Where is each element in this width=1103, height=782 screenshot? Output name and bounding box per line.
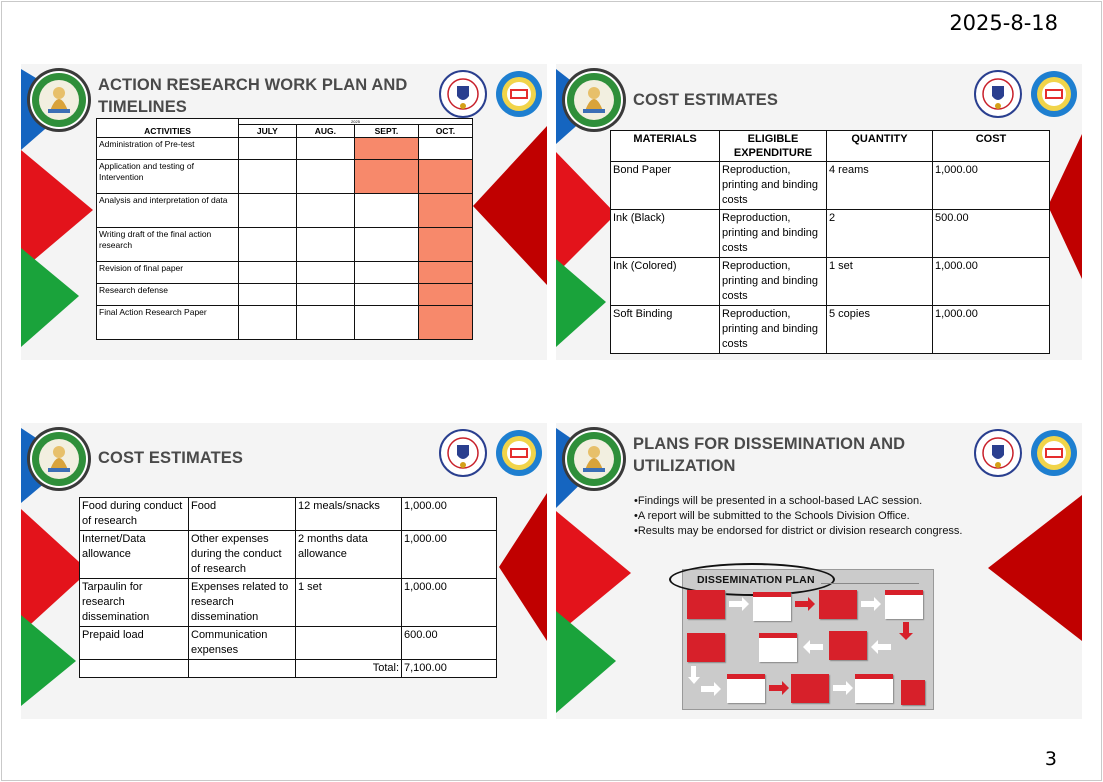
timeline-cell — [239, 138, 297, 160]
flow-card — [687, 590, 725, 619]
timeline-cell — [355, 262, 419, 284]
activity-cell: Final Action Research Paper — [97, 306, 239, 340]
slide-title: ACTION RESEARCH WORK PLAN AND TIMELINES — [98, 76, 408, 116]
table-cell — [296, 627, 402, 660]
table-row — [611, 162, 1050, 210]
agency-logos-icon — [439, 70, 543, 118]
table-cell: 2 months data allowance — [296, 531, 402, 579]
flow-card — [885, 590, 923, 619]
timeline-cell — [239, 262, 297, 284]
timeline-cell — [355, 306, 419, 340]
table-cell: Bond Paper — [611, 162, 720, 210]
column-header: MATERIALS — [611, 131, 720, 162]
table-row — [80, 579, 497, 627]
table-cell: 1,000.00 — [933, 162, 1050, 210]
flow-card — [855, 674, 893, 703]
bullet-item: •Results may be endorsed for district or division research congress. — [634, 525, 963, 537]
timeline-cell — [296, 262, 354, 284]
timeline-cell — [296, 138, 354, 160]
timeline-cell — [296, 228, 354, 262]
cost-table-materials — [610, 130, 1050, 354]
total-value: 7,100.00 — [402, 660, 497, 678]
activity-cell: Administration of Pre-test — [97, 138, 239, 160]
bullet-list — [634, 494, 963, 539]
table-cell: Tarpaulin for research dissemination — [80, 579, 189, 627]
timeline-cell — [239, 228, 297, 262]
table-cell: Other expenses during the conduct of research — [189, 531, 296, 579]
agency-logos-icon — [439, 429, 543, 477]
cost-table-other — [79, 497, 497, 678]
activity-cell: Revision of final paper — [97, 262, 239, 284]
timeline-cell — [355, 284, 419, 306]
timeline-cell — [239, 284, 297, 306]
dissemination-plan-diagram — [682, 569, 934, 710]
table-row — [611, 210, 1050, 258]
month-header: AUG. — [296, 125, 354, 138]
table-cell: 1 set — [296, 579, 402, 627]
table-cell: 1,000.00 — [933, 306, 1050, 354]
flow-arrow-icon — [877, 644, 891, 650]
table-cell: Communication expenses — [189, 627, 296, 660]
dissemination-plan-title: DISSEMINATION PLAN — [697, 574, 815, 586]
timeline-cell-filled — [418, 160, 472, 194]
table-cell: 5 copies — [827, 306, 933, 354]
activity-cell: Application and testing of Intervention — [97, 160, 239, 194]
table-cell: 500.00 — [933, 210, 1050, 258]
month-header: JULY — [239, 125, 297, 138]
activity-cell: Writing draft of the final action research — [97, 228, 239, 262]
bullet-item: •Findings will be presented in a school-based LAC session. — [634, 495, 923, 507]
slide-title: PLANS FOR DISSEMINATION AND UTILIZATION — [633, 435, 906, 475]
timeline-cell-filled — [355, 138, 419, 160]
timeline-cell-filled — [418, 194, 472, 228]
table-cell: Prepaid load — [80, 627, 189, 660]
slide-title: COST ESTIMATES — [98, 449, 244, 467]
table-cell: 1,000.00 — [402, 498, 497, 531]
table-cell: Ink (Colored) — [611, 258, 720, 306]
table-cell: Reproduction, printing and binding costs — [720, 258, 827, 306]
timeline-cell — [355, 194, 419, 228]
deped-seal-icon — [561, 67, 627, 133]
table-cell: 1 set — [827, 258, 933, 306]
timeline-cell-filled — [418, 284, 472, 306]
table-cell: 1,000.00 — [933, 258, 1050, 306]
agency-logos-icon — [974, 70, 1078, 118]
flow-arrow-icon — [861, 601, 875, 607]
work-plan-table — [96, 118, 473, 340]
timeline-cell — [296, 160, 354, 194]
slide-work-plan — [21, 64, 547, 360]
flow-card — [753, 592, 791, 621]
page-date: 2025-8-18 — [949, 11, 1058, 35]
deped-seal-icon — [561, 426, 627, 492]
table-row — [97, 306, 473, 340]
table-cell: Food — [189, 498, 296, 531]
column-header: ELIGIBLE EXPENDITURE — [720, 131, 827, 162]
table-row — [611, 258, 1050, 306]
timeline-cell-filled — [418, 228, 472, 262]
flow-arrow-icon — [701, 686, 715, 692]
timeline-cell — [418, 138, 472, 160]
table-row — [97, 284, 473, 306]
table-cell: Reproduction, printing and binding costs — [720, 162, 827, 210]
flow-card — [901, 680, 925, 705]
page-number: 3 — [1044, 748, 1057, 770]
slide-cost-estimates-1 — [556, 64, 1082, 360]
table-row — [97, 228, 473, 262]
flow-arrow-icon — [795, 601, 809, 607]
deped-seal-icon — [26, 426, 92, 492]
bullet-item: •A report will be submitted to the Schools Division Office. — [634, 510, 910, 522]
timeline-cell-filled — [418, 306, 472, 340]
timeline-cell — [355, 228, 419, 262]
month-header: OCT. — [418, 125, 472, 138]
table-cell: Internet/Data allowance — [80, 531, 189, 579]
flow-arrow-down-icon — [903, 622, 909, 634]
flow-card — [687, 633, 725, 662]
timeline-cell — [296, 306, 354, 340]
flow-card — [727, 674, 765, 703]
timeline-cell-filled — [418, 262, 472, 284]
table-cell: Ink (Black) — [611, 210, 720, 258]
activity-cell: Research defense — [97, 284, 239, 306]
timeline-cell — [296, 284, 354, 306]
table-row — [97, 160, 473, 194]
flow-arrow-icon — [729, 601, 743, 607]
table-cell: Food during conduct of research — [80, 498, 189, 531]
deped-seal-icon — [26, 67, 92, 133]
flow-arrow-icon — [809, 644, 823, 650]
table-cell: Soft Binding — [611, 306, 720, 354]
year-header: 2025 — [239, 119, 473, 125]
table-row — [80, 498, 497, 531]
column-header: COST — [933, 131, 1050, 162]
table-row — [97, 262, 473, 284]
slide-cost-estimates-2 — [21, 423, 547, 719]
month-header: SEPT. — [355, 125, 419, 138]
flow-card — [819, 590, 857, 619]
slide-title: COST ESTIMATES — [633, 91, 779, 109]
table-cell: 4 reams — [827, 162, 933, 210]
timeline-cell — [239, 160, 297, 194]
table-row — [97, 138, 473, 160]
flow-card — [791, 674, 829, 703]
table-row — [611, 306, 1050, 354]
timeline-cell — [239, 306, 297, 340]
timeline-cell — [296, 194, 354, 228]
flow-arrow-icon — [833, 685, 847, 691]
table-cell: 2 — [827, 210, 933, 258]
slide-dissemination — [556, 423, 1082, 719]
table-row — [80, 627, 497, 660]
table-cell: 12 meals/snacks — [296, 498, 402, 531]
flow-card — [829, 631, 867, 660]
flow-arrow-icon — [769, 685, 783, 691]
timeline-cell-filled — [355, 160, 419, 194]
activity-cell: Analysis and interpretation of data — [97, 194, 239, 228]
table-cell: Expenses related to research dissemination — [189, 579, 296, 627]
flow-card — [759, 633, 797, 662]
table-cell: Reproduction, printing and binding costs — [720, 210, 827, 258]
table-row — [97, 194, 473, 228]
total-label: Total: — [296, 660, 402, 678]
agency-logos-icon — [974, 429, 1078, 477]
column-header: QUANTITY — [827, 131, 933, 162]
timeline-cell — [239, 194, 297, 228]
table-cell: 600.00 — [402, 627, 497, 660]
flow-arrow-down-icon — [691, 666, 696, 678]
table-row — [80, 531, 497, 579]
table-cell: 1,000.00 — [402, 531, 497, 579]
table-cell: 1,000.00 — [402, 579, 497, 627]
activities-header: ACTIVITIES — [97, 119, 239, 138]
table-cell: Reproduction, printing and binding costs — [720, 306, 827, 354]
